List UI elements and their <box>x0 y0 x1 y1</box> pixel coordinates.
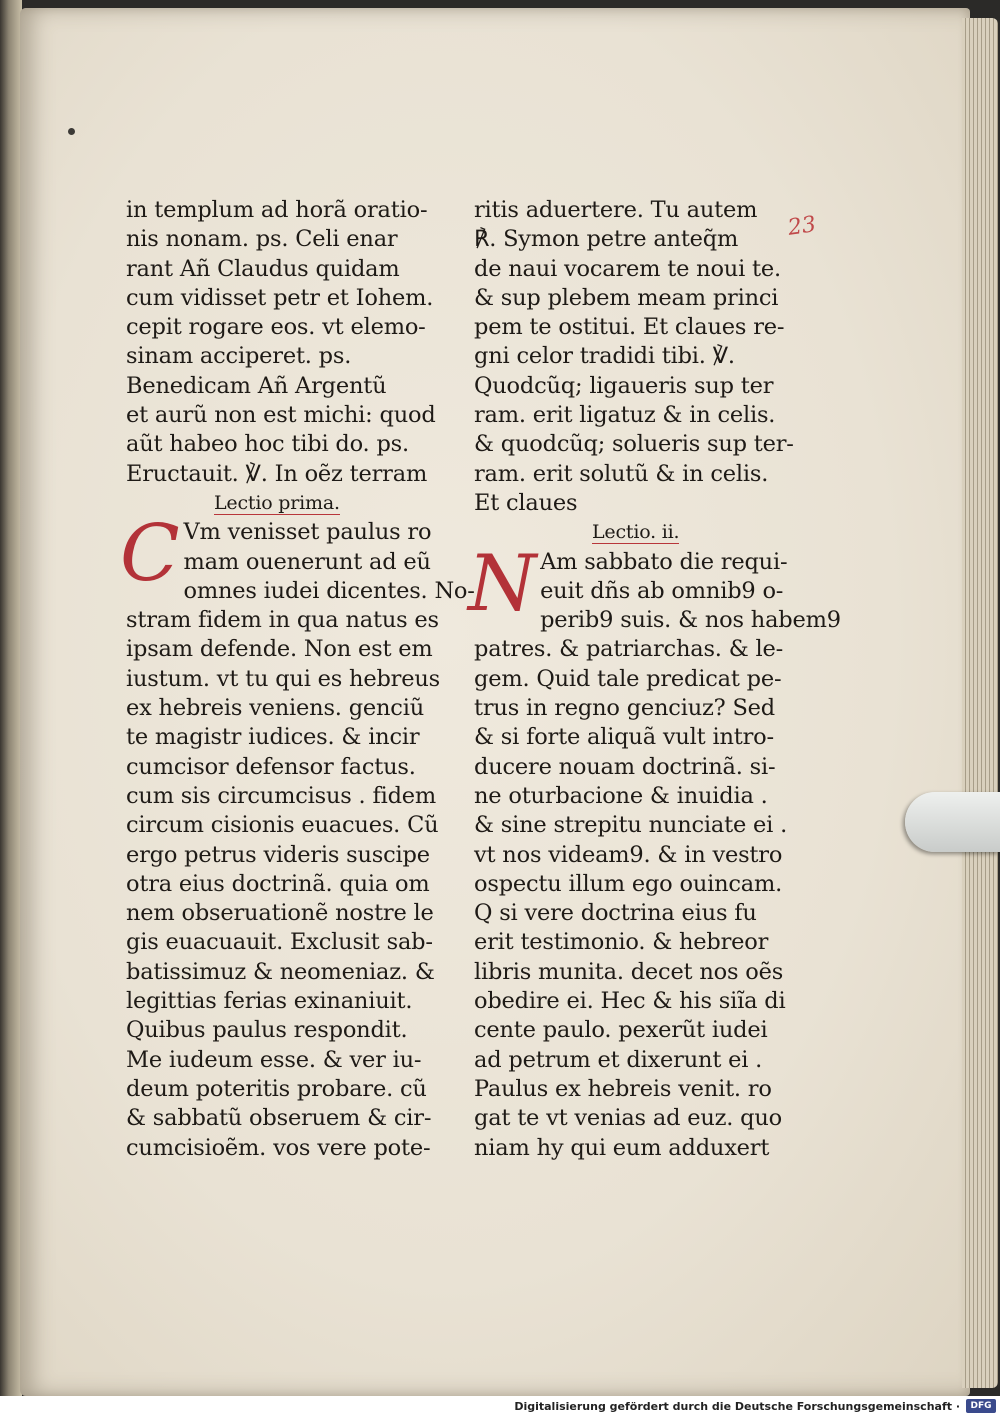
left-heading-text: Lectio prima. <box>214 491 340 514</box>
text-line: niam hy qui eum adduxert <box>474 1134 770 1161</box>
text-line: ram. erit ligatuz & in celis. <box>474 402 776 429</box>
text-line: iustum. vt tu qui es hebreus <box>126 665 440 692</box>
text-line: ergo petrus videris suscipe <box>126 841 430 868</box>
text-line: aũt habeo hoc tibi do. ps. <box>126 431 409 458</box>
text-line: obedire ei. Hec & his siĩa di <box>474 988 786 1015</box>
text-line: cumcisor defensor factus. <box>126 753 416 780</box>
right-body-lines <box>468 538 841 1163</box>
page-stack-edge <box>962 18 998 1388</box>
text-line: cente paulo. pexerũt iudei <box>474 1017 768 1044</box>
left-top-lines <box>126 196 446 489</box>
text-line: rant Añ Claudus quidam <box>126 255 400 282</box>
text-line: ex hebreis veniens. genciũ <box>126 695 425 722</box>
text-line: erit testimonio. & hebreor <box>474 929 769 956</box>
text-line: euit dñs ab omnib9 o- <box>540 577 784 604</box>
ink-spot <box>68 128 75 135</box>
right-heading-text: Lectio. ii. <box>592 521 680 544</box>
text-line: ipsam defende. Non est em <box>126 636 433 663</box>
text-line: Me iudeum esse. & ver iu- <box>126 1046 422 1073</box>
text-line: legittias ferias exinaniuit. <box>126 988 413 1015</box>
dfg-logo: DFG <box>966 1399 996 1413</box>
text-line: ritis aduertere. Tu autem <box>474 197 758 223</box>
text-line: libris munita. decet nos oẽs <box>474 958 784 985</box>
text-line: in templum ad horã oratio- <box>126 197 428 223</box>
text-line: vt nos videam9. & in vestro <box>474 841 783 868</box>
text-line: cum sis circumcisus . fidem <box>126 782 437 809</box>
right-top-lines <box>474 196 794 518</box>
text-line: Quibus paulus respondit. <box>126 1017 408 1044</box>
text-line: Eructauit. ℣. In oẽz terram <box>126 460 428 487</box>
text-line: & sabbatũ obseruem & cir- <box>126 1105 432 1132</box>
text-line: cum vidisset petr et Iohem. <box>126 284 434 311</box>
text-line: gis euacuauit. Exclusit sab- <box>126 929 433 956</box>
text-line: stram fidem in qua natus es <box>126 607 439 634</box>
left-body-lines <box>120 509 475 1163</box>
text-line: & quodcũq; solueris sup ter- <box>474 431 794 458</box>
text-line: mam ouenerunt ad eũ <box>183 548 431 575</box>
left-text-column <box>120 196 475 1163</box>
text-line: & sup plebem meam princi <box>474 284 779 311</box>
footer-credit: Digitalisierung gefördert durch die Deutsche Forschungsgemeinschaft · <box>514 1399 960 1413</box>
text-line: de naui vocarem te noui te. <box>474 255 781 282</box>
text-line: ad petrum et dixerunt ei . <box>474 1046 763 1073</box>
text-line: & si forte aliquã vult intro- <box>474 724 774 751</box>
text-line: ducere nouam doctrinã. si- <box>474 753 776 780</box>
text-line: gat te vt venias ad euz. quo <box>474 1105 783 1132</box>
text-line: Benedicam Añ Argentũ <box>126 372 387 399</box>
text-line: circum cisionis euacues. Cũ <box>126 812 439 839</box>
text-line: Am sabbato die requi- <box>540 548 788 575</box>
text-line: nem obseruationẽ nostre le <box>126 900 434 927</box>
text-line: ne oturbacione & inuidia . <box>474 782 768 809</box>
text-line: & sine strepitu nunciate ei . <box>474 812 788 839</box>
text-line: batissimuz & neomeniaz. & <box>126 958 435 985</box>
text-line: Quodcũq; ligaueris sup ter <box>474 372 774 399</box>
text-line: ℟. Symon petre anteq̃m <box>474 226 739 253</box>
text-line: pem te ostitui. Et claues re- <box>474 314 785 341</box>
text-line: Vm venisset paulus ro <box>183 519 432 546</box>
text-line: gni celor tradidi tibi. ℣. <box>474 343 735 370</box>
folio-number: 23 <box>786 212 818 241</box>
footer-bar <box>0 1396 1000 1416</box>
text-line: te magistr iudices. & incir <box>126 724 420 751</box>
text-line: Q si vere doctrina eius fu <box>474 900 757 927</box>
text-line: gem. Quid tale predicat pe- <box>474 665 782 692</box>
text-line: patres. & patriarchas. & le- <box>474 636 783 663</box>
text-line: perib9 suis. & nos habem9 <box>540 607 841 634</box>
text-line: nis nonam. ps. Celi enar <box>126 226 398 253</box>
text-line: ospectu illum ego ouincam. <box>474 870 783 897</box>
text-line: cumcisioẽm. vos vere pote- <box>126 1134 431 1161</box>
left-drop-cap: C <box>120 509 180 600</box>
text-line: otra eius doctrinã. quia om <box>126 870 430 897</box>
page-clip <box>905 792 1000 852</box>
text-line: trus in regno genciuz? Sed <box>474 695 775 722</box>
left-page-edge <box>0 0 22 1396</box>
text-line: omnes iudei dicentes. No- <box>183 577 475 604</box>
text-line: Paulus ex hebreis venit. ro <box>474 1075 772 1102</box>
text-line: cepit rogare eos. vt elemo- <box>126 314 426 341</box>
text-line: deum poteritis probare. cũ <box>126 1075 427 1102</box>
text-line: ram. erit solutũ & in celis. <box>474 460 769 487</box>
text-line: et aurũ non est michi: quod <box>126 402 436 429</box>
right-drop-cap: N <box>468 538 537 629</box>
text-line: Et claues <box>474 489 578 516</box>
text-line: sinam acciperet. ps. <box>126 343 352 370</box>
